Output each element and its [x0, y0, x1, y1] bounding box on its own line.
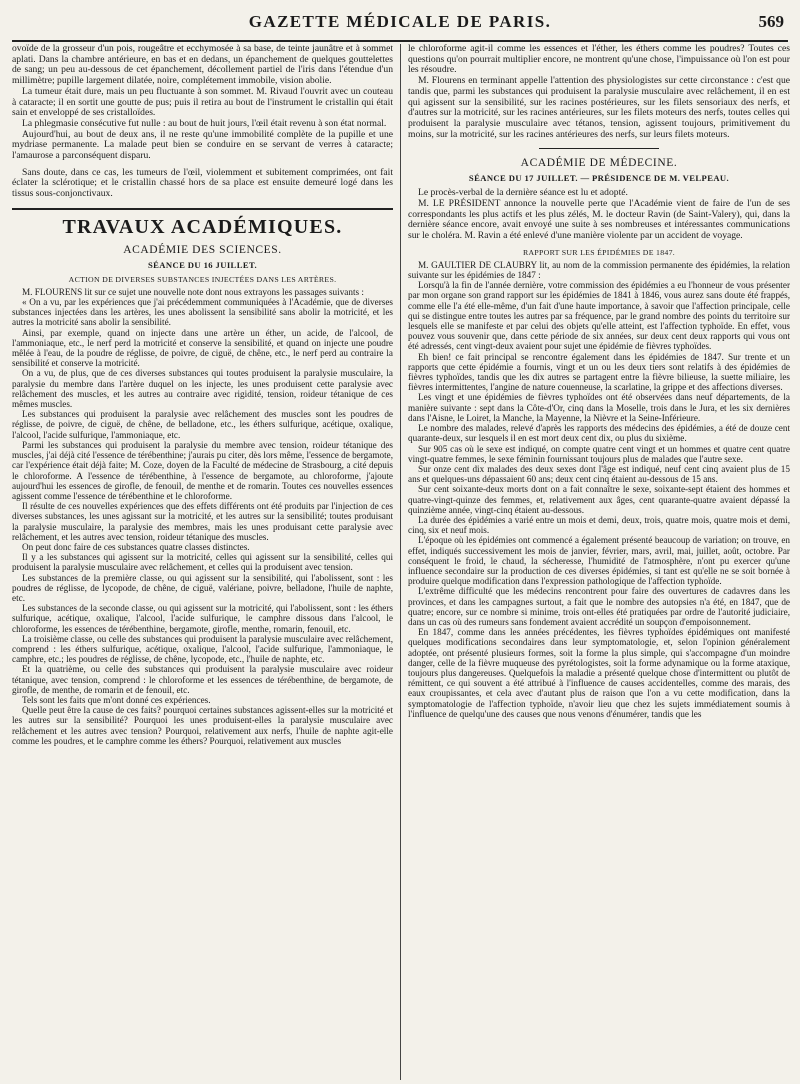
left-column	[12, 44, 401, 1080]
paragraph: Il y a les substances qui agissent sur la motricité, celles qui agissent sur la sensibilité, celles qui produisent la paralysie musculaire avec relâchement, et celles qui la produisent avec tension.	[12, 552, 393, 573]
paragraph: Lorsqu'à la fin de l'année dernière, votre commission des épidémies a eu l'honneur de vous présenter par mon organe son grand rapport sur les épidémies de 1841 à 1846, vous aurez sans doute été frappés, comme elle l'a été elle-même, d'un fait d'une haute importance, à savoir que l'affection principale, celle qui se distingue entre toutes les autres par sa fréquence, par le grand nombre des points du territoire sur lesquels elle se manifeste et par celui des objets qu'elle atteint, est l'affection typhoïde. En effet, vous pouvez vous souvenir que, dans cette période de six années, sur deux cent deux rapports qui vous ont été adressés, cent vingt-deux avaient pour sujet une épidémie de fièvres typhoïdes.	[408, 280, 790, 352]
paragraph: Tels sont les faits que m'ont donné ces expériences.	[22, 694, 211, 705]
right-column	[401, 44, 790, 1080]
paragraph: On peut donc faire de ces substances quatre classes distinctes.	[22, 541, 250, 552]
paragraph: Sur onze cent dix malades des deux sexes dont l'âge est indiqué, neuf cent cinq avaient plus de 15 ans et quelques-uns dépassaient 60 ans; deux cent cinq étaient au-dessous de 15 ans.	[408, 463, 790, 485]
paragraph: La durée des épidémies a varié entre un mois et demi, deux, trois, quatre mois, quatre mois et demi, cinq, six et neuf mois.	[408, 514, 790, 536]
two-column-body	[12, 44, 790, 1080]
paragraph: M. LE PRÉSIDENT annonce la nouvelle perte que l'Académie vient de faire de l'un de ses correspondants les plus actifs et les plus zélés, M. le docteur Ravin (de Saint-Valery), qui, dans la dernière séance encore, avait envoyé une suite à ses nombreuses et intéressantes communications sur le choléra. M. Ravin a été enlevé d'une manière violente par un accident de voyage.	[408, 198, 790, 242]
paragraph: Il résulte de ces nouvelles expériences que des effets différents ont été produits par l'injection de ces diverses substances, les unes agissant sur la motricité, et les autres sur la sensibilité; toutes produisant la paralysie musculaire, la paralysie des membres, mais les unes produisant cette paralysie avec relâchement, et les autres avec tension, roideur tétanique des muscles.	[12, 501, 393, 542]
paragraph: La phlegmasie consécutive fut nulle : au bout de huit jours, l'œil était revenu à son état normal.	[22, 117, 387, 129]
session-heading: SÉANCE DU 16 JUILLET.	[148, 259, 257, 270]
academy-heading: ACADÉMIE DE MÉDECINE.	[520, 157, 678, 170]
paragraph: ovoïde de la grosseur d'un pois, rougeâtre et ecchymosée à sa base, de teinte jaunâtre et à sommet aplati. Dans la chambre antérieure, en bas et en dedans, un épanchement de quelques gouttelettes de sang; un peu au-dessous de cet épanchement, décollement partiel de l'iris dans l'étendue d'un millimètre; pupille largement dilatée, noire, complétement immobile, vision abolie.	[12, 44, 393, 87]
paragraph: Les substances qui produisent la paralysie avec relâchement des muscles sont les poudres de réglisse, de poivre, de ciguë, de chêne, de belladone, etc., les éthers sulfurique, acétique, oxalique, l'alcool, l'acide sulfurique, l'ammoniaque, etc.	[12, 409, 393, 440]
paragraph: Les substances de la première classe, ou qui agissent sur la sensibilité, qui l'abolissent, sont : les poudres de réglisse, de lycopode, de chêne, de ciguë, valériane, poivre, belladone, l'huile de naphte, etc.	[12, 572, 393, 603]
paragraph: Et la quatrième, ou celle des substances qui produisent la paralysie musculaire avec roideur tétanique, avec tension, comprend : le chloroforme et les essences de térébenthine, de bergamote, de girofle, de menthe, de romarin et de fenouil, etc.	[12, 664, 393, 695]
paragraph: M. Flourens en terminant appelle l'attention des physiologistes sur cette circonstance : c'est que tandis que, parmi les substances qui produisent la paralysie musculaire avec relâchement, il en est qui agissent sur la sensibilité, sur les racines postérieures, sur les filets sensoriaux des nerfs, et d'autres sur la motricité, sur les racines antérieures, sur les filets moteurs des nerfs, toutes celles qui produisent la paralysie musculaire avec tétanos, tension, agissent toujours, primitivement du moins, sur la motricité, sur les racines antérieures des nerfs, sur leurs filets moteurs.	[408, 75, 790, 140]
paragraph: « On a vu, par les expériences que j'ai précédemment communiquées à l'Académie, que de diverses substances injectées dans les artères, les unes abolissent la sensibilité sans abolir la motricité, et les autres la motricité sans abolir la sensibilité.	[12, 297, 393, 328]
academy-heading: ACADÉMIE DES SCIENCES.	[123, 243, 282, 256]
article-title: ACTION DE DIVERSES SUBSTANCES INJECTÉES DANS LES ARTÈRES.	[68, 274, 337, 284]
paragraph: La troisième classe, ou celle des substances qui produisent la paralysie musculaire avec relâchement, comprend : les éthers sulfurique, acétique, oxalique, l'alcool, l'acide sulfurique, l'ammoniaque, le camphre, etc.; les poudres de réglisse, de chêne, lycopode, etc., l'huile de naphte, etc.	[12, 633, 393, 665]
paragraph: M. FLOURENS lit sur ce sujet une nouvelle note dont nous extrayons les passages suivants :	[22, 286, 364, 297]
paragraph: L'époque où les épidémies ont commencé a également présenté beaucoup de variation; on trouve, en effet, indiqués successivement les mois de janvier, février, mars, avril, mai, juillet, août, octobre. Par conséquent le froid, le chaud, la sécheresse, l'humidité de l'atmosphère, n'ont pu exercer qu'une influence secondaire sur la production de ces diverses épidémies, si tant est qu'elle ne se soit bornée à produire quelque modification dans l'expression pathologique de l'affection typhoïde.	[408, 535, 790, 587]
paragraph: Sur cent soixante-deux morts dont on a fait connaître le sexe, soixante-sept étaient des hommes et quatre-vingt-quinze des femmes, et, relativement aux âges, cent quarante-quatre avaient dépassé la quinzième année, vingt-cinq étaient au-dessous.	[408, 484, 790, 515]
paragraph: Le procès-verbal de la dernière séance est lu et adopté.	[418, 187, 628, 199]
section-title: TRAVAUX ACADÉMIQUES.	[12, 208, 393, 239]
session-heading: SÉANCE DU 17 JUILLET. — PRÉSIDENCE DE M. VELPEAU.	[468, 173, 730, 184]
paragraph: On a vu, de plus, que de ces diverses substances qui toutes produisent la paralysie musculaire, la paralysie du membre dans l'artère duquel on les injecte, les unes produisent cette paralysie avec relâchement des muscles, et les autres au contraire avec rigidité, tension, roideur tétanique de ces mêmes muscles.	[12, 368, 393, 410]
paragraph: M. GAULTIER DE CLAUBRY lit, au nom de la commission permanente des épidémies, la relation suivante sur les épidémies de 1847 :	[408, 259, 790, 281]
paragraph: L'extrême difficulté que les médecins rencontrent pour faire des ouvertures de cadavres dans les provinces, et dans les campagnes surtout, a fait que le nombre des autopsies n'a été, en 1847, que de quatre; encore, sur ce nombre si minime, trois ont-elles été pratiquées par ordre de l'autorité judiciaire, dans un cas où des rumeurs sans fondement avaient accrédité un soupçon d'empoisonnement.	[408, 586, 790, 627]
paragraph: Les vingt et une épidémies de fièvres typhoïdes ont été observées dans neuf départements, de la manière suivante : sept dans la Côte-d'Or, cinq dans la Moselle, trois dans le Jura, et les six dernières dans l'Aisne, le Loiret, la Manche, la Mayenne, la Nièvre et la Seine-Inférieure.	[408, 392, 790, 423]
paragraph: La tumeur était dure, mais un peu fluctuante à son sommet. M. Rivaud l'ouvrit avec un couteau à cataracte; il en sortit une goutte de pus; puis il retira au bout de l'instrument le cristallin qui était sain et enveloppé de ses cristalloïdes.	[12, 85, 393, 119]
paragraph: Sur 905 cas où le sexe est indiqué, on compte quatre cent vingt et un hommes et quatre cent quatre vingt-quatre femmes, le sexe féminin fournissant toujours plus de malades que l'autre sexe.	[408, 443, 790, 464]
paragraph: Aujourd'hui, au bout de deux ans, il ne reste qu'une immobilité complète de la pupille et une mydriase permanente. La malade peut bien se conduire en se servant de verres à cataracte; l'amaurose a parconséquent disparu.	[12, 128, 393, 162]
paragraph: Le nombre des malades, relevé d'après les rapports des médecins des épidémies, a été de douze cent quarante-deux, sur lesquels il en est mort deux cent dix, ou plus du sixième.	[408, 423, 790, 444]
masthead	[12, 0, 788, 42]
paragraph: En 1847, comme dans les années précédentes, les fièvres typhoïdes épidémiques ont manifesté quelques modifications secondaires dans leur symptomatologie, et, selon l'opinion généralement adoptée, ont présenté plusieurs formes, soit la forme la plus simple, qui s'accompagne d'un moindre danger, celle de la fièvre muqueuse des pyrétologistes, soit la forme adynamique ou la forme ataxique, toujours plus dangereuses. Quelquefois la maladie a présenté quelque chose d'intermittent ou plutôt de rémittent, ce qui souvent a été attribué à l'influence de causes accidentelles, comme des marais, des eaux croupissantes, et cela avec d'autant plus de raison que l'on a vu cette modification, dans la symptomatologie de l'affection typhoïde, n'avoir lieu que chez les sujets immédiatement soumis à l'influence de quelqu'une des causes que nous venons d'énumérer, tandis que les	[408, 627, 790, 719]
journal-title: GAZETTE MÉDICALE DE PARIS.	[248, 12, 552, 31]
paragraph: Quelle peut être la cause de ces faits? pourquoi certaines substances agissent-elles sur la motricité et les autres sur la sensibilité? Pourquoi les unes produisent-elles la paralysie musculaire avec relâchement et les autres avec tension? Pourquoi, relativement aux nerfs, l'huile de naphte agit-elle comme les poudres, et le camphre comme les éthers? Pourquoi, relativement aux muscles	[12, 705, 393, 746]
paragraph: Ainsi, par exemple, quand on injecte dans une artère un éther, un acide, de l'alcool, de l'ammoniaque, etc., le nerf perd la motricité et conserve la sensibilité, et quand on injecte une poudre mêlée à l'eau, de la poudre de réglisse, de poivre, de ciguë, de chêne, etc., le nerf perd au contraire la sensibilité et conserve la motricité.	[12, 327, 393, 369]
section-divider	[539, 148, 659, 149]
report-title: RAPPORT SUR LES ÉPIDÉMIES DE 1847.	[522, 247, 676, 257]
paragraph: Parmi les substances qui produisent la paralysie du membre avec tension, roideur tétanique des muscles, j'ai déjà cité l'essence de térébenthine; j'aurais pu citer, dès lors même, l'essence de bergamote, car l'expérience était déjà faite; M. Coze, doyen de la Faculté de médecine de Strasbourg, a cité depuis le chloroforme. A l'essence de térébenthine, à l'essence de bergamote, au chloroforme, j'ajoute aujourd'hui les essences de girofle, de fenouil, de menthe et de romarin. Toutes ces nouvelles essences agissent comme l'essence de térébenthine et le chloroforme.	[12, 439, 393, 501]
paragraph: Les substances de la seconde classe, ou qui agissent sur la motricité, qui l'abolissent, sont : les éthers sulfurique, acétique, oxalique, l'alcool, l'acide sulfurique, le camphre dissous dans l'alcool, le chloroforme, les essences de térébenthine, bergamote, girofle, menthe, romarin, fenouil, etc.	[12, 603, 393, 634]
paragraph: le chloroforme agit-il comme les essences et l'éther, les éthers comme les poudres? Toutes ces questions qu'on pourrait multiplier encore, ne montrent qu'une chose, l'impuissance où l'on est pour les résoudre.	[408, 44, 790, 76]
page-number: 569	[758, 12, 784, 31]
paragraph: Eh bien! ce fait principal se rencontre également dans les épidémies de 1847. Sur trente et un rapports que cette épidémie a fournis, vingt et un ou les deux tiers sont relatifs à des épidémies de fièvres typhoïdes, tandis que les dix autres se partagent entre la fièvre bilieuse, la suette miliaire, les fièvres intermittentes, l'angine de nature couenneuse, la scarlatine, la grippe et des affections diverses.	[408, 351, 790, 393]
paragraph: Sans doute, dans ce cas, les tumeurs de l'œil, violemment et subitement comprimées, ont fait éclater la sclérotique; et le cristallin chassé hors de sa place est ensuite demeuré logé dans les tissus sous-conjonctivaux.	[12, 166, 393, 200]
